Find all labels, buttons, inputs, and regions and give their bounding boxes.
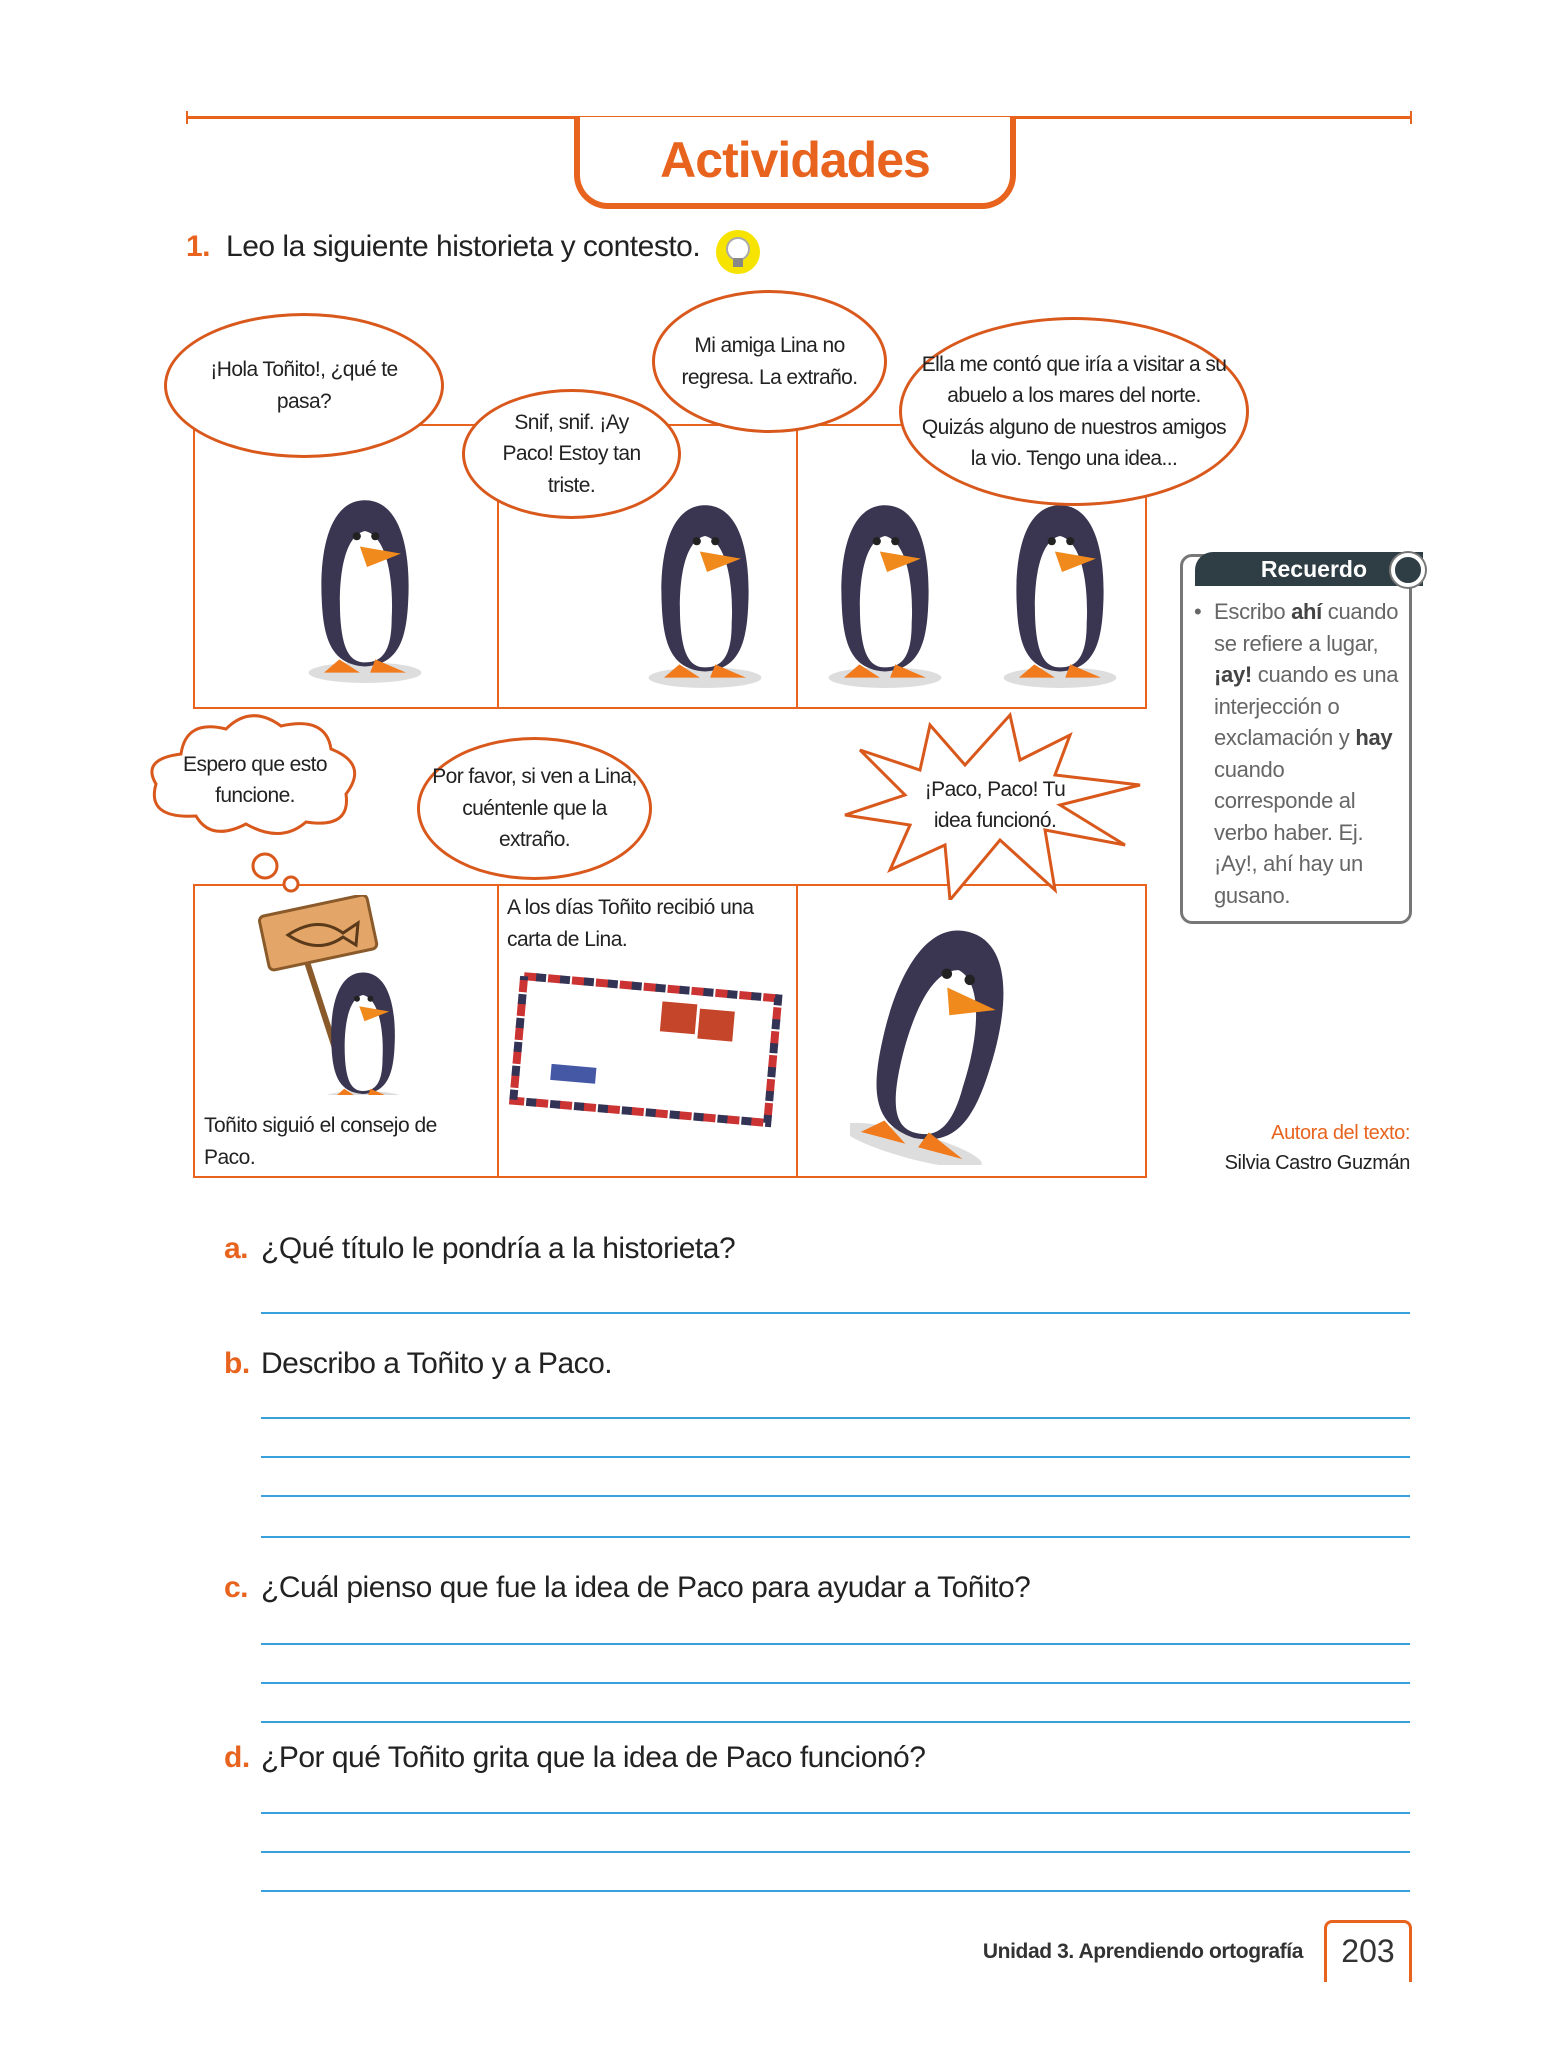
speech-bubble: Mi amiga Lina no regresa. La extraño. bbox=[652, 290, 887, 433]
answer-line[interactable] bbox=[261, 1312, 1410, 1314]
speech-bubble: Por favor, si ven a Lina, cuéntenle que la extraño. bbox=[417, 737, 652, 880]
panel-caption: Toñito siguió el consejo de Paco. bbox=[204, 1114, 437, 1169]
answer-line[interactable] bbox=[261, 1456, 1410, 1458]
bullet-icon: • bbox=[1194, 599, 1202, 624]
activity-instruction bbox=[186, 230, 700, 264]
recuerdo-body: • Escribo ahí cuando se refiere a lugar, ¡ay! cuando es una interjección o exclamación y hay cuando corresponde al verbo haber. Ej. ¡Ay!, ahí hay un gusano. bbox=[1190, 596, 1405, 911]
author-label: Autora del texto: bbox=[1271, 1122, 1410, 1144]
penguin-paco-sad-illustration bbox=[640, 495, 770, 690]
question-c: c. ¿Cuál pienso que fue la idea de Paco para ayudar a Toñito? bbox=[224, 1571, 1031, 1604]
answer-line[interactable] bbox=[261, 1643, 1410, 1645]
section-title-tab bbox=[574, 117, 1016, 209]
speech-bubble: Ella me contó que iría a visitar a su abuelo a los mares del norte. Quizás alguno de nuestros amigos la vio. Tengo una idea... bbox=[899, 317, 1249, 506]
speech-bubble: Snif, snif. ¡Ay Paco! Estoy tan triste. bbox=[462, 389, 681, 519]
activity-number: 1. bbox=[186, 230, 211, 263]
speech-bubble: ¡Hola Toñito!, ¿qué te pasa? bbox=[164, 313, 444, 458]
answer-line[interactable] bbox=[261, 1682, 1410, 1684]
section-title: Actividades bbox=[660, 132, 930, 188]
recuerdo-title: Recuerdo bbox=[1195, 552, 1423, 586]
penguin-celebrating-with-letter-illustration bbox=[850, 915, 1030, 1165]
penguin-with-fish-sign-illustration bbox=[258, 895, 418, 1095]
penguin-paco-sad-illustration bbox=[995, 495, 1125, 690]
question-a: a. ¿Qué título le pondría a la historieta? bbox=[224, 1232, 736, 1265]
envelope-letter-illustration bbox=[508, 972, 783, 1132]
answer-line[interactable] bbox=[261, 1536, 1410, 1538]
penguin-tonito-illustration bbox=[290, 490, 440, 685]
penguin-tonito-illustration bbox=[815, 495, 955, 690]
answer-line[interactable] bbox=[261, 1721, 1410, 1723]
answer-line[interactable] bbox=[261, 1495, 1410, 1497]
page-number: 203 bbox=[1324, 1920, 1412, 1982]
footer-unit: Unidad 3. Aprendiendo ortografía bbox=[982, 1940, 1303, 1963]
thought-text: Espero que esto funcione. bbox=[183, 752, 327, 807]
author-name: Silvia Castro Guzmán bbox=[1224, 1152, 1410, 1174]
activity-text: Leo la siguiente historieta y contesto. bbox=[226, 230, 701, 263]
lightbulb-icon bbox=[714, 228, 762, 276]
question-b: b. Describo a Toñito y a Paco. bbox=[224, 1347, 613, 1380]
recuerdo-circle-icon bbox=[1391, 553, 1425, 587]
answer-line[interactable] bbox=[261, 1851, 1410, 1853]
answer-line[interactable] bbox=[261, 1417, 1410, 1419]
panel-caption: A los días Toñito recibió una carta de Lina. bbox=[507, 896, 754, 951]
question-d: d. ¿Por qué Toñito grita que la idea de Paco funcionó? bbox=[224, 1741, 926, 1774]
answer-line[interactable] bbox=[261, 1812, 1410, 1814]
answer-line[interactable] bbox=[261, 1890, 1410, 1892]
burst-text: ¡Paco, Paco! Tu idea funcionó. bbox=[924, 777, 1066, 832]
